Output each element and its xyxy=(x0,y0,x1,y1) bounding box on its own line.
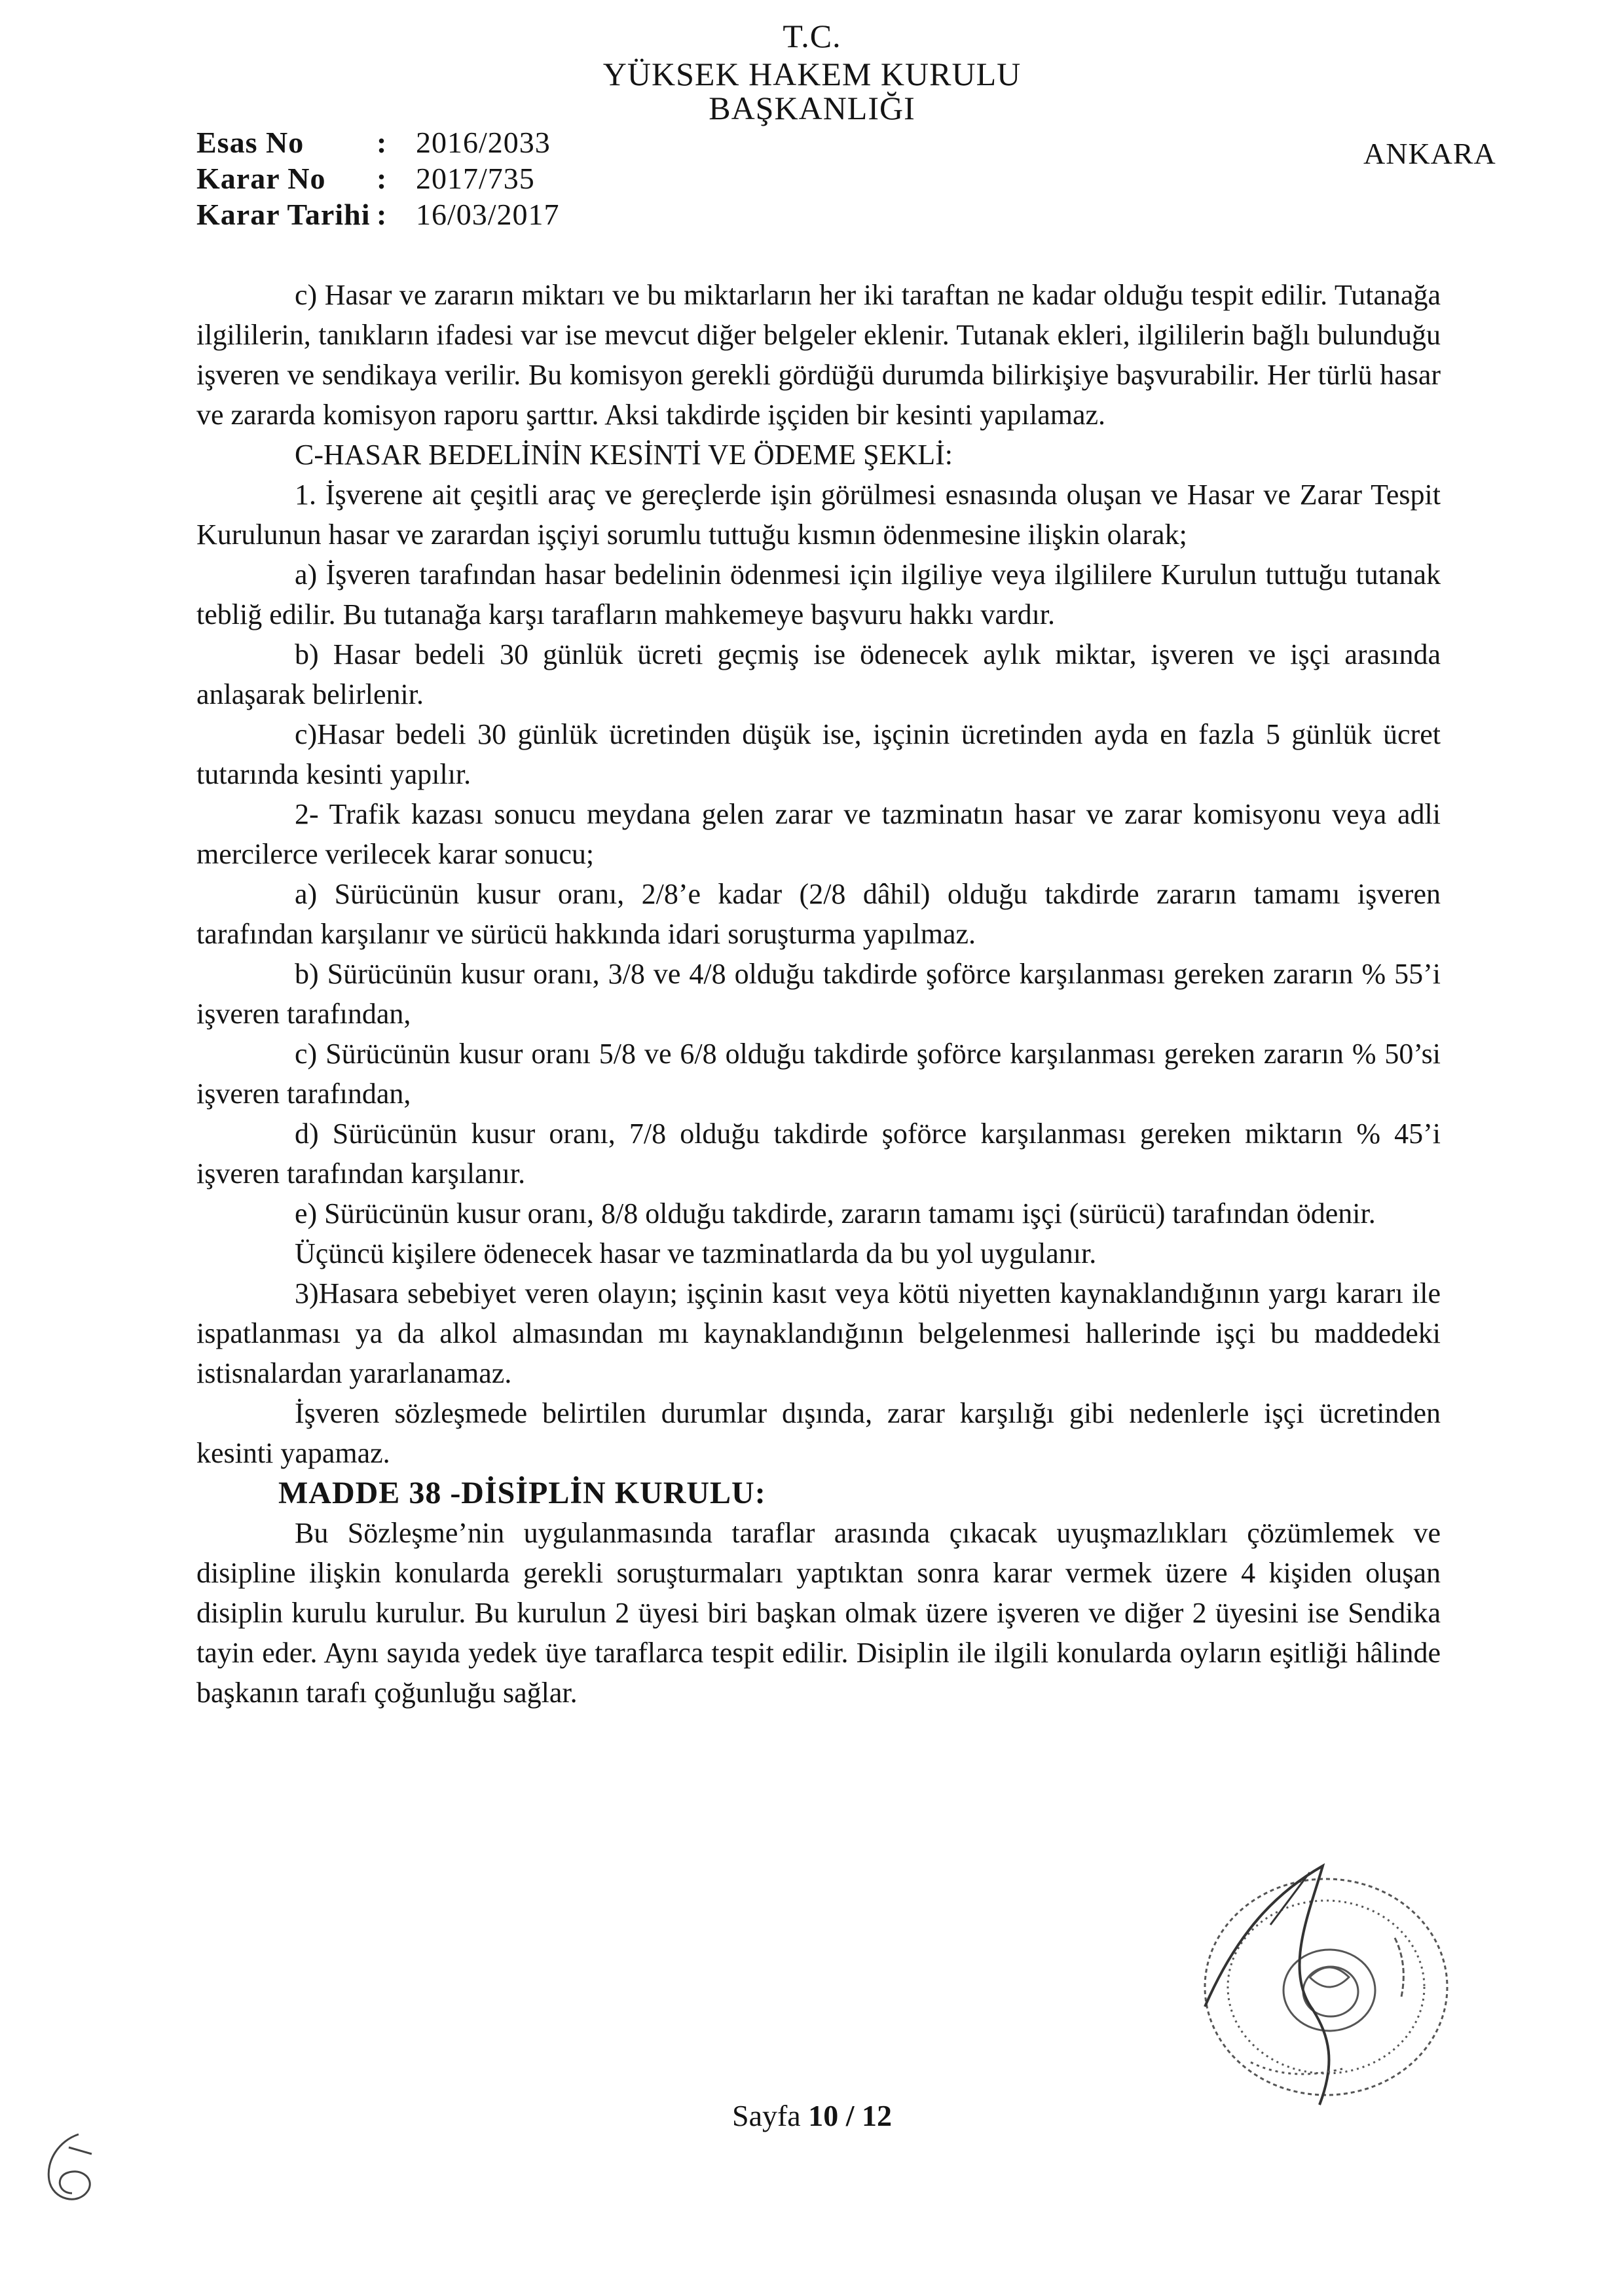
meta-colon: : xyxy=(377,126,387,159)
paragraph: b) Sürücünün kusur oranı, 3/8 ve 4/8 olduğu takdirde şoförce karşılanması gereken zararın % 55’i işveren tarafından, xyxy=(196,958,1441,1030)
page-number-prefix: Sayfa xyxy=(731,2099,801,2132)
meta-label: Karar Tarihi xyxy=(196,198,371,231)
meta-row-tarih xyxy=(196,196,560,232)
meta-colon: : xyxy=(377,162,387,195)
section-heading: C-HASAR BEDELİNİN KESİNTİ VE ÖDEME ŞEKLİ: xyxy=(295,439,953,471)
paragraph: c) Hasar ve zararın miktarı ve bu miktarların her iki taraftan ne kadar olduğu tespit edilir. Tutanağa ilgililerin, tanıkların ifadesi var ise mevcut diğer belgeler eklenir. Tutanak ekleri, ilgililerin bağlı bulunduğu işveren ve sendikaya verilir. Bu komisyon gerekli gördüğü durumda bilirkişiye başvurabilir. Her türlü hasar ve zararda komisyon raporu şarttır. Aksi takdirde işçiden bir kesinti yapılamaz. xyxy=(196,279,1441,431)
header-department: BAŞKANLIĞI xyxy=(709,90,915,126)
article-title: MADDE 38 -DİSİPLİN KURULU: xyxy=(278,1476,766,1510)
page-number xyxy=(655,2098,969,2133)
meta-colon: : xyxy=(377,198,387,231)
official-stamp-icon xyxy=(1179,1846,1473,2115)
case-metadata xyxy=(196,124,560,232)
paragraph: İşveren sözleşmede belirtilen durumlar dışında, zarar karşılığı gibi nedenlerle işçi ücretinden kesinti yapamaz. xyxy=(196,1397,1441,1469)
meta-value: 2017/735 xyxy=(416,162,535,195)
page-number-separator: / xyxy=(845,2099,855,2132)
page-number-current: 10 xyxy=(808,2099,839,2132)
page-number-total: 12 xyxy=(862,2099,893,2132)
header-tc: T.C. xyxy=(783,18,841,54)
paragraph: a) Sürücünün kusur oranı, 2/8’e kadar (2/8 dâhil) olduğu takdirde zararın tamamı işveren tarafından karşılanır ve sürücü hakkında idari soruşturma yapılmaz. xyxy=(196,878,1441,950)
meta-value: 2016/2033 xyxy=(416,126,551,159)
paragraph: a) İşveren tarafından hasar bedelinin ödenmesi için ilgiliye veya ilgililere Kurulun tuttuğu tutanak tebliğ edilir. Bu tutanağa karşı tarafların mahkemeye başvuru hakkı vardır. xyxy=(196,558,1441,630)
paragraph: 1. İşverene ait çeşitli araç ve gereçlerde işin görülmesi esnasında oluşan ve Hasar ve Zarar Tespit Kurulunun hasar ve zarardan işçiyi sorumlu tuttuğu kısmın ödenmesine ilişkin olarak; xyxy=(196,479,1441,551)
paragraph: 3)Hasara sebebiyet veren olayın; işçinin kasıt veya kötü niyetten kaynaklandığının yargı kararı ile ispatlanması ya da alkol almasından mı kaynaklandığının belgelenmesi hallerinde işçi bu maddedeki istisnalardan yararlanamaz. xyxy=(196,1277,1441,1389)
paragraph: Bu Sözleşme’nin uygulanmasında taraflar arasında çıkacak uyuşmazlıkları çözümlemek ve disipline ilişkin konularda gerekli soruşturmaları yaptıktan sonra karar vermek üzere 4 kişiden oluşan disiplin kurulu kurulur. Bu kurulun 2 üyesi biri başkan olmak üzere işveren ve diğer 2 üyesini ise Sendika tayin eder. Aynı sayıda yedek üye taraflarca tespit edilir. Disiplin ile ilgili konularda oyların eşitliği hâlinde başkanın tarafı çoğunluğu sağlar. xyxy=(196,1517,1441,1709)
meta-row-esas xyxy=(196,124,560,160)
paragraph: c) Sürücünün kusur oranı 5/8 ve 6/8 olduğu takdirde şoförce karşılanması gereken zararın % 50’si işveren tarafından, xyxy=(196,1038,1441,1110)
meta-label: Esas No xyxy=(196,126,304,159)
meta-label: Karar No xyxy=(196,162,326,195)
meta-row-karar xyxy=(196,160,560,196)
initial-mark-icon xyxy=(33,2128,105,2213)
document-body xyxy=(196,275,1441,1713)
paragraph: 2- Trafik kazası sonucu meydana gelen zarar ve tazminatın hasar ve zarar komisyonu veya adli mercilerce verilecek karar sonucu; xyxy=(196,798,1441,870)
paragraph: Üçüncü kişilere ödenecek hasar ve tazminatlarda da bu yol uygulanır. xyxy=(295,1237,1097,1269)
paragraph: d) Sürücünün kusur oranı, 7/8 olduğu takdirde şoförce karşılanması gereken miktarın % 45’i işveren tarafından karşılanır. xyxy=(196,1118,1441,1190)
paragraph: e) Sürücünün kusur oranı, 8/8 olduğu takdirde, zararın tamamı işçi (sürücü) tarafından ödenir. xyxy=(295,1197,1376,1230)
paragraph: c)Hasar bedeli 30 günlük ücretinden düşük ise, işçinin ücretinden ayda en fazla 5 günlük ücret tutarında kesinti yapılır. xyxy=(196,718,1441,790)
city-label: ANKARA xyxy=(1363,137,1496,170)
header-organization: YÜKSEK HAKEM KURULU xyxy=(602,56,1022,92)
paragraph: b) Hasar bedeli 30 günlük ücreti geçmiş ise ödenecek aylık miktar, işveren ve işçi arasında anlaşarak belirlenir. xyxy=(196,638,1441,710)
meta-value: 16/03/2017 xyxy=(416,198,560,231)
